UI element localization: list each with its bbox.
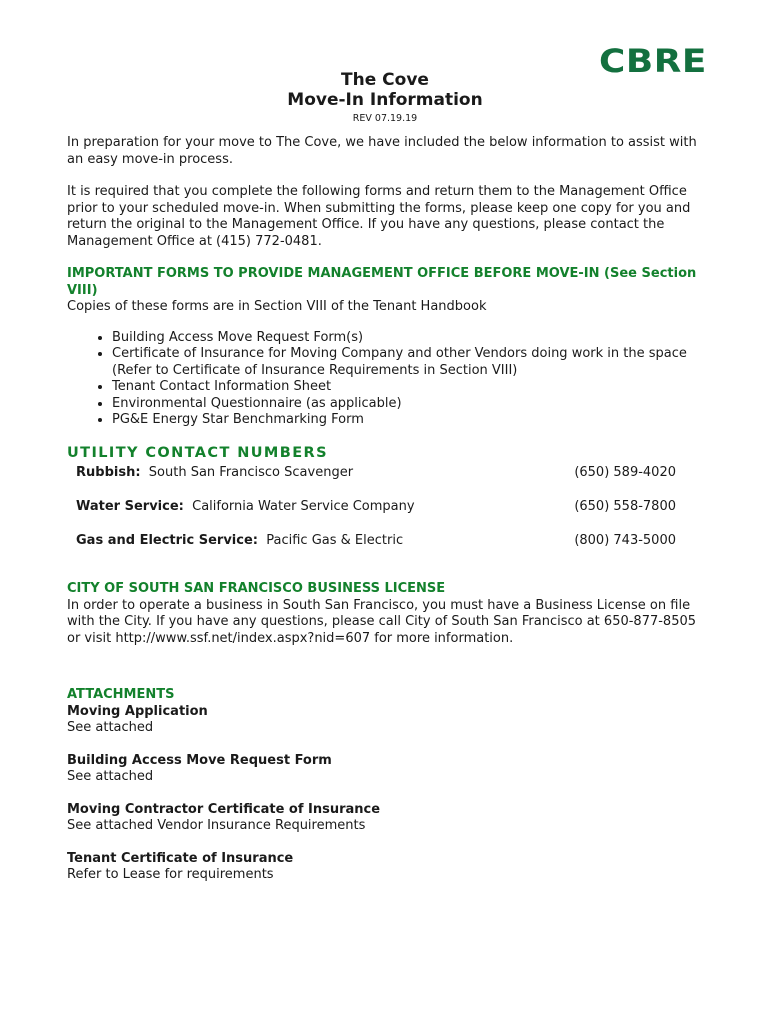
- license-text: In order to operate a business in South San Francisco, you must have a Business License on file with the City. If you have any questions, please call City of South San Francisco at 650-877-8505 or visit http://www.ssf.net/index.aspx?nid=607 for more information.: [67, 597, 697, 646]
- utility-provider: South San Francisco Scavenger: [148, 465, 354, 480]
- table-row: [76, 499, 696, 533]
- utility-phone: (800) 743-5000: [574, 533, 676, 548]
- attachment-item: [67, 851, 697, 884]
- utility-phone: (650) 589-4020: [574, 465, 676, 480]
- attachment-title: Moving Contractor Certificate of Insurance: [67, 801, 381, 817]
- attachment-item: [67, 802, 697, 835]
- attachment-note: Refer to Lease for requirements: [67, 867, 274, 882]
- intro-paragraph-1: In preparation for your move to The Cove, we have included the below information to assist with an easy move-in process.: [67, 135, 697, 167]
- forms-list-item: • Certificate of Insurance for Moving Company and other Vendors doing work in the space (Refer to Certificate of Insurance Requirements in Section VIII): [112, 346, 697, 379]
- table-row: [76, 465, 696, 499]
- utility-label: Water Service:: [76, 499, 184, 514]
- license-heading: CITY OF SOUTH SAN FRANCISCO BUSINESS LICENSE: [67, 581, 446, 596]
- title-line-2: Move-In Information: [287, 90, 483, 110]
- utility-phone: (650) 558-7800: [574, 499, 676, 514]
- attachment-title: Moving Application: [67, 703, 208, 719]
- document-body: [67, 135, 697, 884]
- attachment-title: Tenant Certificate of Insurance: [67, 850, 294, 866]
- title-line-1: The Cove: [341, 70, 429, 90]
- intro-paragraph-2: It is required that you complete the following forms and return them to the Management Office prior to your scheduled move-in. When submitting the forms, please keep one copy for you and return the original to the Management Office. If you have any questions, please contact the Management Office at (415) 772-0481.: [67, 184, 691, 249]
- document-header: [0, 70, 770, 124]
- utility-provider: Pacific Gas & Electric: [266, 533, 404, 548]
- table-row: [76, 533, 696, 567]
- attachment-note: See attached Vendor Insurance Requirements: [67, 818, 366, 833]
- attachment-title: Building Access Move Request Form: [67, 752, 332, 768]
- forms-list-item: • Environmental Questionnaire (as applicable): [112, 396, 697, 413]
- forms-list-item: • Tenant Contact Information Sheet: [112, 379, 697, 396]
- utility-label: Rubbish:: [76, 465, 141, 480]
- forms-list-item: • PG&E Energy Star Benchmarking Form: [112, 412, 697, 429]
- revision-label: REV 07.19.19: [352, 113, 418, 124]
- attachment-note: See attached: [67, 720, 154, 735]
- forms-list-item: • Building Access Move Request Form(s): [112, 330, 697, 347]
- forms-subtext: Copies of these forms are in Section VIII of the Tenant Handbook: [67, 299, 487, 314]
- forms-list: [67, 330, 697, 429]
- attachment-item: [67, 704, 697, 737]
- attachments-heading: ATTACHMENTS: [67, 687, 175, 702]
- forms-heading: IMPORTANT FORMS TO PROVIDE MANAGEMENT OFFICE BEFORE MOVE-IN (See Section VIII): [67, 266, 697, 298]
- utility-label: Gas and Electric Service:: [76, 533, 258, 548]
- attachment-note: See attached: [67, 769, 154, 784]
- utility-heading: UTILITY CONTACT NUMBERS: [67, 444, 328, 461]
- utility-table: [76, 465, 696, 567]
- attachment-item: [67, 753, 697, 786]
- cbre-logo: CBRE: [599, 42, 707, 80]
- utility-provider: California Water Service Company: [192, 499, 415, 514]
